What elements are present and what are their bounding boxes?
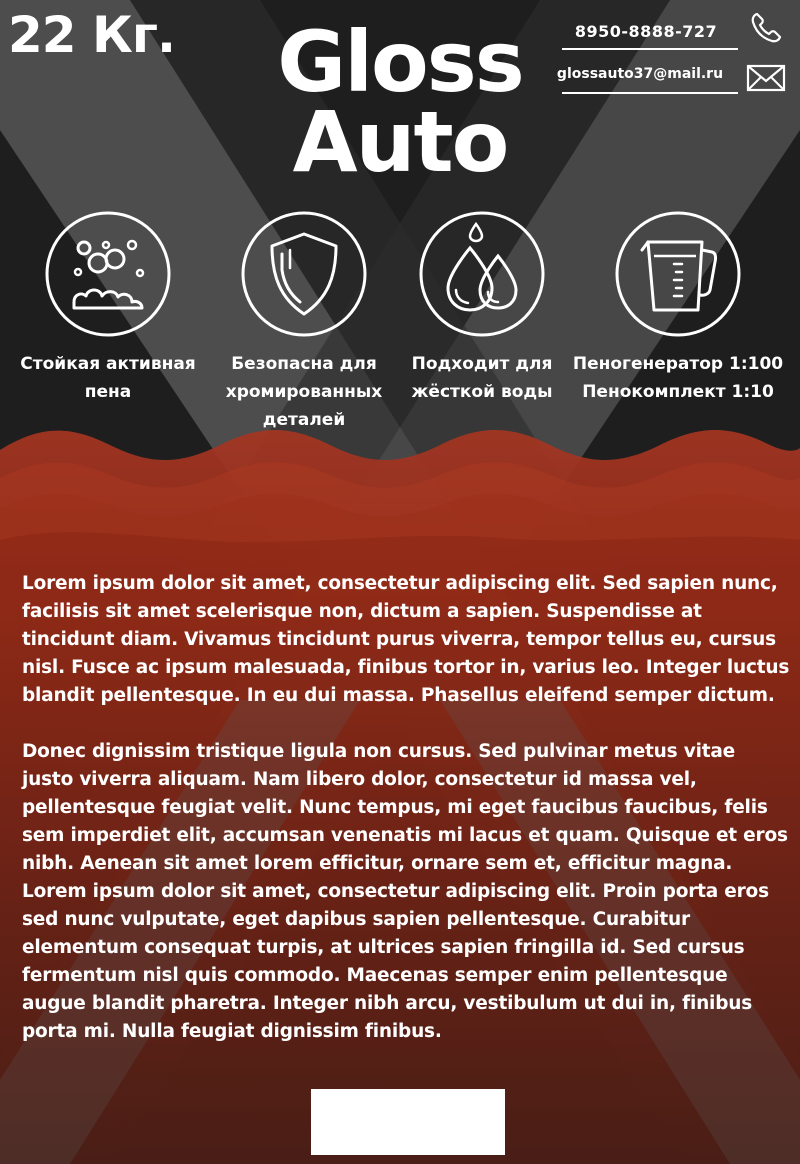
feature-chrome-safe xyxy=(204,210,404,434)
envelope-icon xyxy=(746,62,786,94)
blank-label-area xyxy=(311,1089,505,1155)
phone-number[interactable]: 8950-8888-727 xyxy=(574,22,718,41)
feature-label: Подходит для жёсткой воды xyxy=(411,354,553,402)
feature-label: Безопасна для хромированных деталей xyxy=(225,354,383,430)
product-weight: 22 Кг. xyxy=(8,6,175,64)
feature-stable-foam xyxy=(8,210,208,406)
email-underline xyxy=(562,92,738,94)
measuring-cup-icon xyxy=(614,210,742,338)
shield-icon xyxy=(240,210,368,338)
feature-dilution xyxy=(560,210,796,406)
feature-label: Стойкая активная пена xyxy=(20,354,196,402)
feature-label: Пеногенератор 1:100 Пенокомплект 1:10 xyxy=(572,354,784,402)
contacts-block xyxy=(556,10,788,100)
brand-logo-text xyxy=(230,13,570,191)
email-address[interactable]: glossauto37@mail.ru xyxy=(556,66,724,82)
phone-handset-icon xyxy=(748,10,784,46)
feature-hard-water xyxy=(382,210,582,406)
water-drops-icon xyxy=(418,210,546,338)
brand-line-2: Auto xyxy=(292,93,508,191)
foam-bubbles-icon xyxy=(44,210,172,338)
description-paragraph-2: Donec dignissim tristique ligula non cursus. Sed pulvinar metus vitae justo viverra aliquam. Nam libero dolor, consectetur id massa vel, pellentesque feugiat velit. Nunc tempus, mi eget faucibus faucibus, felis sem imperdiet elit, accumsan venenatis mi lacus et quam. Quisque et eros nibh. Aenean sit amet lorem efficitur, ornare sem et, efficitur magna. Lorem ipsum dolor sit amet, consectetur adipiscing elit. Proin porta eros sed nunc vulputate, eget dapibus sapien pellentesque. Curabitur elementum consequat turpis, at ultrices sapien fringilla id. Sed cursus fermentum nisl quis commodo. Maecenas semper enim pellentesque augue blandit pharetra. Integer nibh arcu, vestibulum ut dui in, finibus porta mi. Nulla feugiat dignissim finibus. xyxy=(22,741,788,1042)
description-paragraph-1: Lorem ipsum dolor sit amet, consectetur adipiscing elit. Sed sapien nunc, facilisis sit amet scelerisque non, dictum a sapien. Suspendisse at tincidunt diam. Vivamus tincidunt purus viverra, tempor tellus eu, cursus nisl. Fusce ac ipsum malesuada, finibus tortor in, varius leo. Integer luctus blandit pellentesque. In eu dui massa. Phasellus eleifend semper dictum. xyxy=(22,573,790,706)
brand-line-1: Gloss xyxy=(277,13,523,111)
description-text xyxy=(22,570,792,1074)
phone-underline xyxy=(562,48,738,50)
